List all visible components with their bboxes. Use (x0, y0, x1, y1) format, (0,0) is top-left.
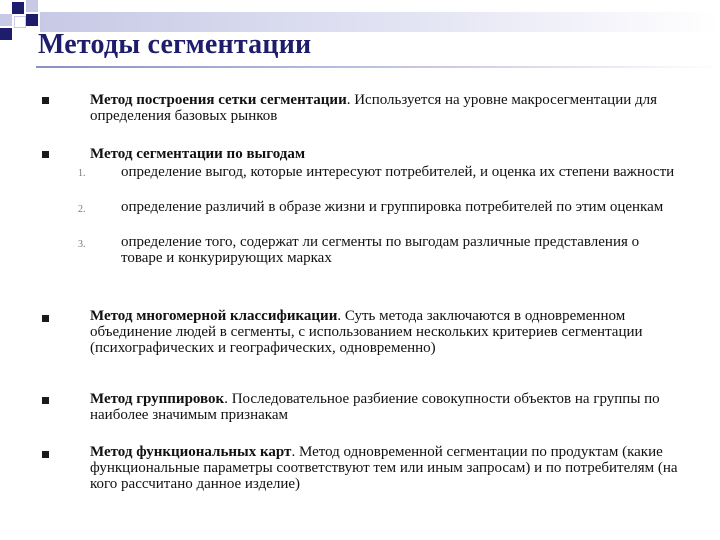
item-text: . Последовательное разбиение совокупности объектов на группы по наиболее значимым признакам (90, 391, 660, 423)
deco-square (26, 0, 38, 12)
sub-item-number: 3. (78, 239, 86, 250)
item-text: . Используется на уровне макросегментации для определения базовых рынков (90, 92, 658, 124)
list-item (90, 146, 680, 162)
deco-square (0, 14, 12, 26)
list-item (90, 391, 680, 423)
bullet-icon (42, 151, 49, 158)
sub-item: определение того, содержат ли сегменты по выгодам различные представления о товаре и конкурирующих марках (121, 234, 640, 266)
sub-item-number: 1. (78, 168, 86, 179)
list-item (90, 92, 680, 124)
deco-square (12, 2, 24, 14)
item-heading: Метод функциональных карт (90, 444, 292, 460)
item-heading: Метод группировок (90, 391, 225, 407)
sub-item: определение различий в образе жизни и группировка потребителей по этим оценкам (121, 199, 664, 215)
list-item (90, 308, 680, 356)
sub-item: определение выгод, которые интересуют потребителей, и оценка их степени важности (121, 164, 675, 180)
item-text: . Суть метода заключаются в одновременном объединение людей в сегменты, с использованием нескольких критериев сегментации (психографических и географических, одновременно) (90, 308, 643, 356)
item-heading: Метод многомерной классификации (90, 308, 338, 324)
bullet-icon (42, 451, 49, 458)
deco-square (26, 14, 38, 26)
item-text: . Метод одновременной сегментации по продуктам (какие функциональные параметры соответствуют тем или иным запросам) и по потребителям (на кого рассчитано данное изделие) (90, 444, 678, 492)
list-item (90, 444, 680, 492)
bullet-icon (42, 315, 49, 322)
sub-item-number: 2. (78, 204, 86, 215)
bullet-icon (42, 397, 49, 404)
item-heading: Метод построения сетки сегментации (90, 92, 347, 108)
bullet-icon (42, 97, 49, 104)
deco-square (0, 28, 12, 40)
title-divider (36, 66, 720, 68)
deco-square (14, 16, 26, 28)
item-heading: Метод сегментации по выгодам (90, 146, 306, 162)
page-title: Методы сегментации (38, 29, 312, 60)
